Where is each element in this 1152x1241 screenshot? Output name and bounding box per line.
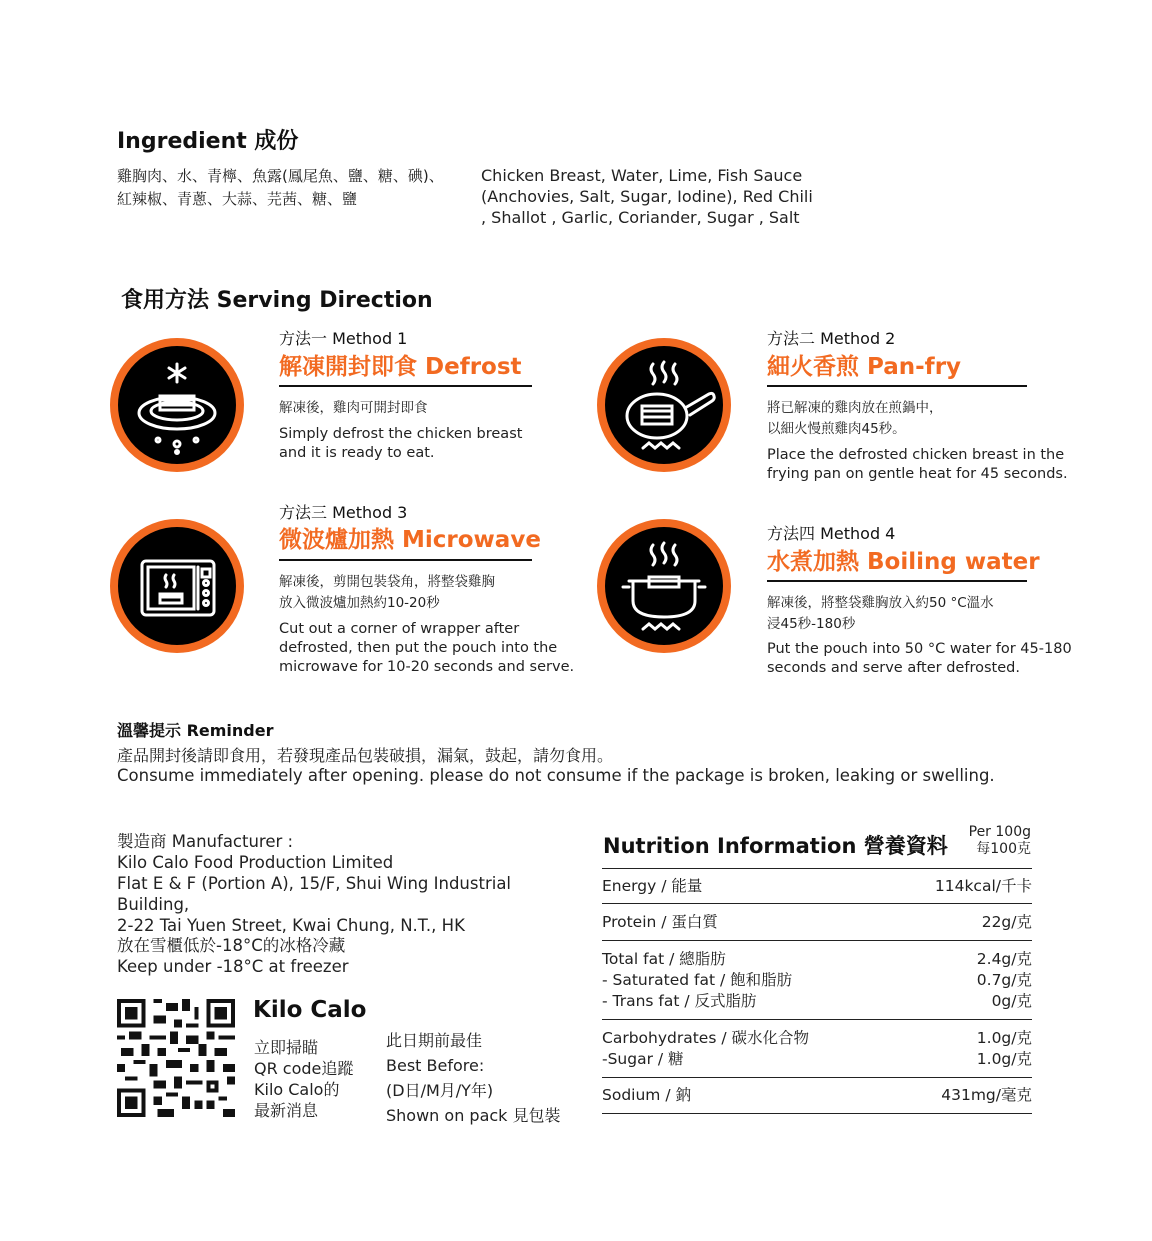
nutrition-per-serving: Per 100g 每100克 (968, 824, 1031, 857)
nutrition-row-fat (602, 940, 1032, 1019)
method-4-subtitle: 方法四 Method 4 (767, 524, 896, 543)
reminder-heading: 溫馨提示 Reminder (117, 721, 274, 740)
manufacturer-address-line1: Flat E & F (Portion A), 15/F, Shui Wing Industrial Building, (117, 874, 512, 914)
frying-pan-icon (597, 338, 731, 472)
nutrition-value: 1.0g/克 1.0g/克 (976, 1029, 1032, 1068)
nutrition-table (602, 868, 1032, 1114)
nutrition-value: 114kcal/千卡 (934, 877, 1032, 895)
microwave-icon (110, 519, 244, 653)
reminder-text-en: Consume immediately after opening. please do not consume if the package is broken, leaking or swelling. (117, 766, 995, 785)
method-4-description-zh: 解凍後，將整袋雞胸放入約50 °C溫水 浸45秒-180秒 (767, 595, 994, 632)
ingredient-list-zh: 雞胸肉、水、青檸、魚露(鳳尾魚、鹽、糖、碘)、紅辣椒、青蔥、大蒜、芫茜、糖、鹽 (117, 167, 444, 208)
storage-en: Keep under -18°C at freezer (117, 957, 349, 976)
manufacturer-label: 製造商 Manufacturer : (117, 832, 294, 851)
nutrition-label: Sodium / 鈉 (602, 1086, 691, 1104)
ingredient-heading: Ingredient 成份 (117, 129, 299, 154)
qr-code-note: 立即掃瞄 QR code追蹤 Kilo Calo的 最新消息 (254, 1038, 354, 1120)
defrost-plate-icon (110, 338, 244, 472)
manufacturer-name: Kilo Calo Food Production Limited (117, 853, 394, 872)
nutrition-row-sodium (602, 1077, 1032, 1114)
serving-direction-heading: 食用方法 Serving Direction (121, 288, 433, 313)
method-4-description-en: Put the pouch into 50 °C water for 45-180 seconds and serve after defrosted. (767, 641, 1072, 676)
method-2-subtitle: 方法二 Method 2 (767, 329, 896, 348)
method-3-description-en: Cut out a corner of wrapper after defrosted, then put the pouch into the microwave for 10-20 seconds and serve. (279, 621, 575, 675)
qr-code[interactable] (117, 999, 235, 1117)
method-1-title: 解凍開封即食 Defrost (279, 354, 522, 380)
nutrition-row-energy (602, 868, 1032, 903)
method-1-subtitle: 方法一 Method 1 (279, 329, 408, 348)
method-1-description-zh: 解凍後，雞肉可開封即食 (279, 400, 428, 416)
best-before-note: 此日期前最佳 Best Before: (D日/M月/Y年) Shown on pack 見包裝 (386, 1031, 561, 1125)
storage-block (117, 935, 349, 977)
nutrition-title: Nutrition Information 營養資料 (603, 834, 948, 858)
method-3-title: 微波爐加熱 Microwave (279, 527, 541, 553)
nutrition-label: Total fat / 總脂肪 - Saturated fat / 飽和脂肪 - Trans fat / 反式脂肪 (602, 950, 793, 1010)
method-1-divider (279, 385, 532, 387)
reminder-text-zh: 產品開封後請即食用，若發現產品包裝破損，漏氣，鼓起，請勿食用。 (117, 746, 614, 765)
manufacturer-address-line2: 2-22 Tai Yuen Street, Kwai Chung, N.T., HK (117, 916, 465, 935)
nutrition-value: 22g/克 (981, 913, 1032, 931)
brand-name: Kilo Calo (253, 997, 367, 1023)
method-2-description-zh: 將已解凍的雞肉放在煎鍋中， 以細火慢煎雞肉45秒。 (767, 400, 943, 437)
nutrition-label: Carbohydrates / 碳水化合物 -Sugar / 糖 (602, 1029, 809, 1068)
nutrition-label: Energy / 能量 (602, 877, 703, 895)
method-1-description-en: Simply defrost the chicken breast and it is ready to eat. (279, 426, 523, 461)
method-4-title: 水煮加熱 Boiling water (767, 549, 1040, 575)
method-2-title: 細火香煎 Pan-fry (767, 354, 962, 380)
method-3-description-zh: 解凍後，剪開包裝袋角，將整袋雞胸 放入微波爐加熱約10-20秒 (279, 574, 495, 611)
method-2-divider (767, 385, 1027, 387)
nutrition-value: 2.4g/克 0.7g/克 0g/克 (976, 950, 1032, 1010)
boiling-pot-icon (597, 519, 731, 653)
method-2-description-en: Place the defrosted chicken breast in the frying pan on gentle heat for 45 seconds. (767, 447, 1068, 482)
method-3-subtitle: 方法三 Method 3 (279, 503, 408, 522)
method-3-divider (279, 559, 532, 561)
storage-zh: 放在雪櫃低於-18°C的冰格冷藏 (117, 936, 346, 955)
nutrition-label: Protein / 蛋白質 (602, 913, 718, 931)
nutrition-value: 431mg/毫克 (941, 1086, 1032, 1104)
ingredient-list-en: Chicken Breast, Water, Lime, Fish Sauce (Anchovies, Salt, Sugar, Iodine), Red Chili , Shallot , Garlic, Coriander, Sugar , Salt (481, 166, 813, 227)
method-4-divider (767, 580, 1027, 582)
nutrition-row-carbohydrates (602, 1019, 1032, 1077)
nutrition-row-protein (602, 903, 1032, 940)
manufacturer-block (117, 831, 557, 936)
